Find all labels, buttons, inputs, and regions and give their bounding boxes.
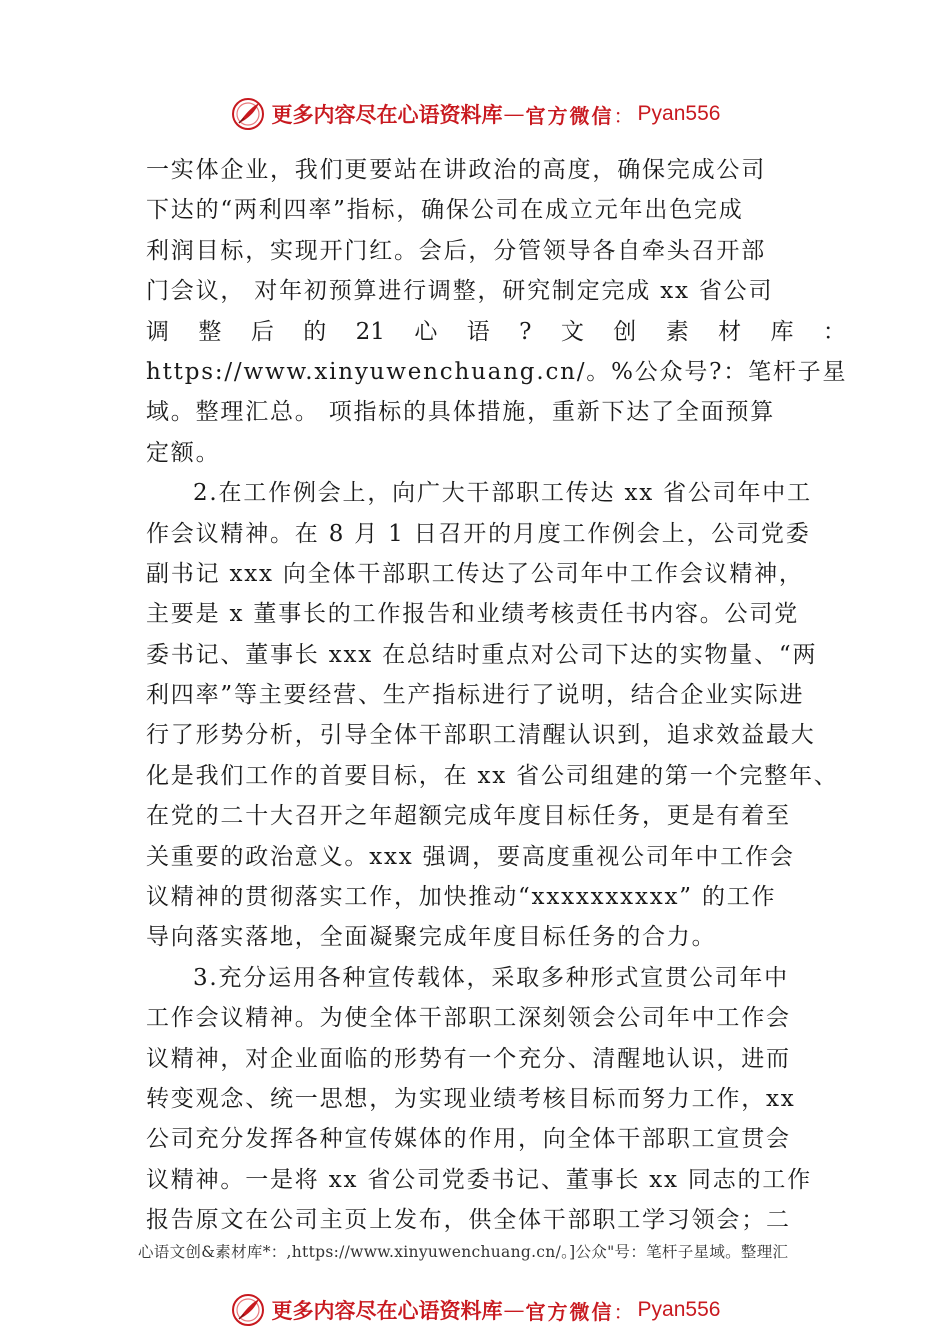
text-fragment: 库: [770, 318, 794, 345]
text-line: 定额。: [146, 439, 221, 466]
banner-wechat-label: 官方微信: [525, 103, 614, 128]
text-fragment: 文: [560, 318, 584, 345]
text-line: 导向落实落地，全面凝聚完成年度目标任务的合力。: [146, 924, 717, 951]
banner-dash: —: [503, 1298, 525, 1322]
text-line: 议精神的贯彻落实工作，加快推动“xxxxxxxxxx” 的工作: [146, 884, 777, 911]
banner-title: 更多内容尽在心语资料库: [271, 1298, 503, 1323]
text-fragment: 的: [303, 318, 327, 345]
text-line: 主要是 x 董事长的工作报告和业绩考核责任书内容。公司党: [146, 601, 799, 628]
text-line: 下达的“两利四率”指标，确保公司在成立元年出色完成: [146, 197, 744, 224]
text-line: 3.充分运用各种宣传载体，采取多种形式宣贯公司年中: [193, 964, 789, 991]
text-line: 利四率”等主要经营、生产指标进行了说明，结合企业实际进: [146, 682, 805, 709]
text-line: 利润目标，实现开门红。会后，分管领导各自牵头召开部: [146, 237, 766, 264]
text-line: 化是我们工作的首要目标，在 xx 省公司组建的第一个完整年、: [146, 762, 839, 789]
text-fragment: ?: [519, 318, 532, 345]
text-line: 关重要的政治意义。xxx 强调，要高度重视公司年中工作会: [146, 843, 795, 870]
text-line: 议精神，对企业面临的形势有一个充分、清醒地认识，进而: [146, 1045, 791, 1072]
quill-logo-icon: [230, 1292, 266, 1328]
text-line: 作会议精神。在 8 月 1 日召开的月度工作例会上，公司党委: [146, 520, 811, 547]
text-fragment: 材: [718, 318, 742, 345]
text-fragment: 后: [250, 318, 274, 345]
banner-wechat-id: Pyan556: [637, 1298, 721, 1321]
document-body: [146, 150, 846, 1241]
text-line: 2.在工作例会上，向广大干部职工传达 xx 省公司年中工: [193, 480, 812, 507]
header-banner: [0, 94, 950, 134]
banner-colon: ：: [613, 103, 634, 128]
text-line: 在党的二十大召开之年超额完成年度目标任务，更是有着至: [146, 803, 791, 830]
text-fragment: 心: [414, 318, 438, 345]
footer-note: 心语文创&素材库*：,https://www.xinyuwenchuang.cn/。]公众"号：笔杆子星域。整理汇: [138, 1243, 789, 1261]
text-line: 副书记 xxx 向全体干部职工传达了公司年中工作会议精神，: [146, 560, 804, 587]
text-line: 行了形势分析，引导全体干部职工清醒认识到，追求效益最大: [146, 722, 816, 749]
quill-logo-icon: [230, 96, 266, 132]
text-line: 公司充分发挥各种宣传媒体的作用，向全体干部职工宣贯会: [146, 1126, 791, 1153]
text-line: 域。整理汇总。 项指标的具体措施，重新下达了全面预算: [146, 399, 776, 426]
text-line: 转变观念、统一思想，为实现业绩考核目标而努力工作，xx: [146, 1085, 796, 1112]
text-fragment: 素: [665, 318, 689, 345]
text-fragment: 语: [466, 318, 490, 345]
text-line: 委书记、董事长 xxx 在总结时重点对公司下达的实物量、“两: [146, 641, 818, 668]
text-line: 议精神。一是将 xx 省公司党委书记、董事长 xx 同志的工作: [146, 1166, 812, 1193]
text-fragment: 调: [146, 318, 169, 345]
text-fragment: 创: [613, 318, 637, 345]
banner-colon: ：: [613, 1299, 634, 1324]
banner-wechat-label: 官方微信: [525, 1299, 614, 1324]
banner-wechat-id: Pyan556: [637, 102, 721, 125]
text-fragment: 21: [355, 318, 385, 345]
text-line: [146, 312, 846, 352]
text-line: 门会议， 对年初预算进行调整，研究制定完成 xx 省公司: [146, 278, 774, 305]
text-line: https://www.xinyuwenchuang.cn/。%公众号?：笔杆子星: [146, 358, 848, 385]
text-line: 一实体企业，我们更要站在讲政治的高度，确保完成公司: [146, 157, 766, 183]
banner-title: 更多内容尽在心语资料库: [271, 102, 503, 127]
footer-banner: [0, 1290, 950, 1330]
banner-dash: —: [503, 102, 525, 126]
text-fragment: ：: [822, 318, 846, 345]
text-fragment: 整: [198, 318, 222, 345]
text-line: 报告原文在公司主页上发布，供全体干部职工学习领会；二: [146, 1207, 791, 1234]
text-line: 工作会议精神。为使全体干部职工深刻领会公司年中工作会: [146, 1005, 791, 1032]
